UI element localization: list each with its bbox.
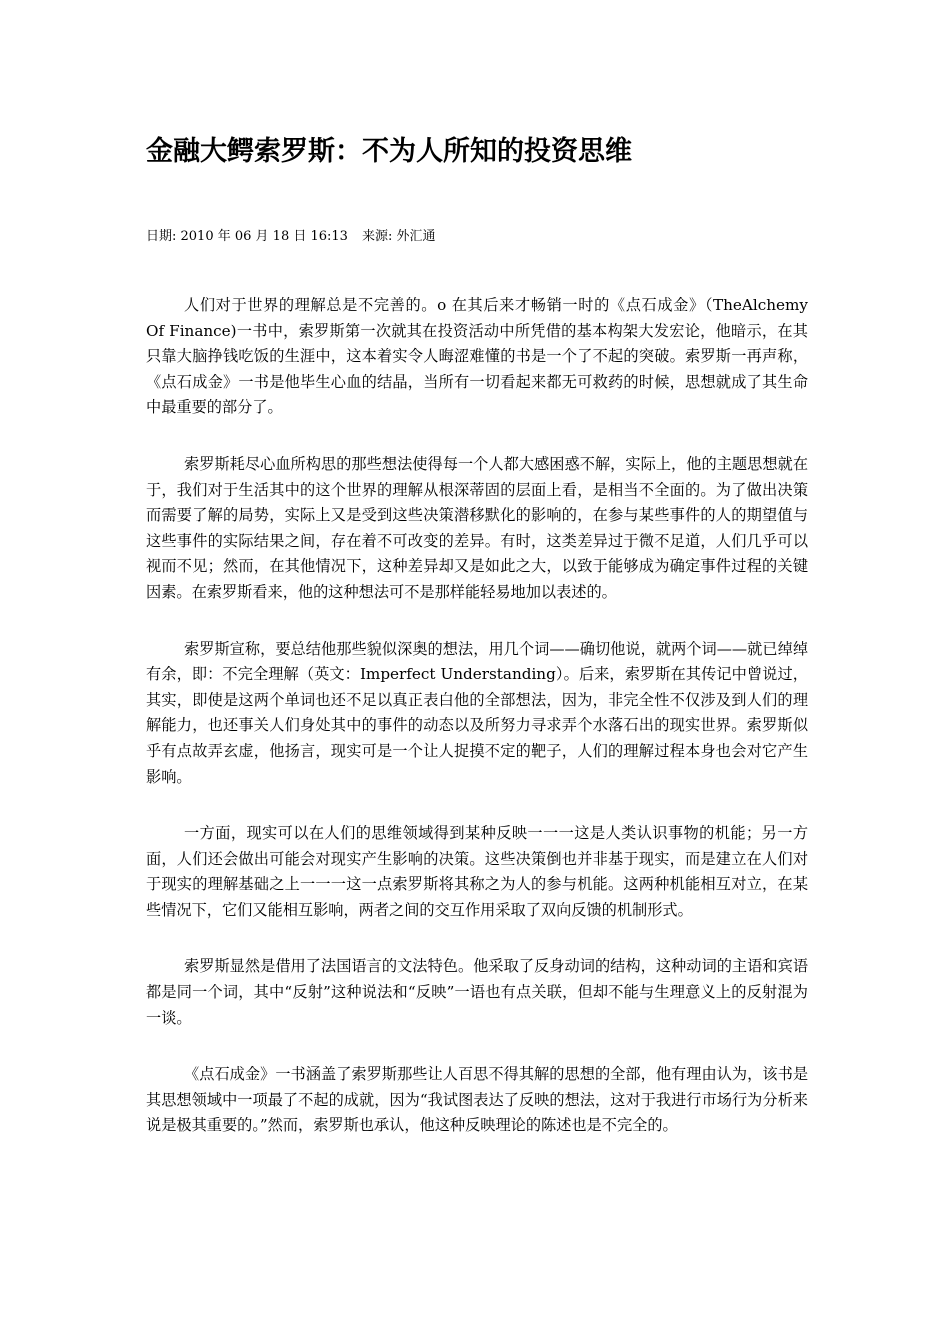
article-date: 日期: 2010 年 06 月 18 日 16:13 xyxy=(146,229,348,244)
article-body xyxy=(146,293,808,1170)
paragraph: 索罗斯耗尽心血所构思的那些想法使得每一个人都大感困惑不解，实际上，他的主题思想就在于，我们对于生活其中的这个世界的理解从根深蒂固的层面上看，是相当不全面的。为了做出决策而需要了解的局势，实际上又是受到这些决策潜移默化的影响的，在参与某些事件的人的期望值与这些事件的实际结果之间，存在着不可改变的差异。有时，这类差异过于微不足道，人们几乎可以视而不见；然而，在其他情况下，这种差异却又是如此之大，以致于能够成为确定事件过程的关键因素。在索罗斯看来，他的这种想法可不是那样能轻易地加以表述的。 xyxy=(146,454,808,601)
paragraph: 索罗斯显然是借用了法国语言的文法特色。他采取了反身动词的结构，这种动词的主语和宾语都是同一个词，其中“反射”这种说法和“反映”一语也有点关联，但却不能与生理意义上的反射混为一谈。 xyxy=(146,957,808,1027)
article-title: 金融大鳄索罗斯：不为人所知的投资思维 xyxy=(146,136,632,167)
paragraph: 人们对于世界的理解总是不完善的。o 在其后来才畅销一时的《点石成金》（TheAlchemy Of Finance)一书中，索罗斯第一次就其在投资活动中所凭借的基本构架大发宏论，他暗示，在其只靠大脑挣钱吃饭的生涯中，这本着实令人晦涩难懂的书是一个了不起的突破。索罗斯一再声称，《点石成金》一书是他毕生心血的结晶，当所有一切看起来都无可救药的时候，思想就成了其生命中最重要的部分了。 xyxy=(146,296,808,417)
article-meta xyxy=(146,227,435,247)
paragraph: 《点石成金》一书涵盖了索罗斯那些让人百思不得其解的思想的全部，他有理由认为，该书是其思想领域中一项最了不起的成就，因为“我试图表达了反映的想法，这对于我进行市场行为分析来说是极其重要的。”然而，索罗斯也承认，他这种反映理论的陈述也是不完全的。 xyxy=(146,1065,808,1135)
paragraph: 索罗斯宣称，要总结他那些貌似深奥的想法，用几个词——确切他说，就两个词——就已绰绰有余，即：不完全理解（英文：Imperfect Understanding）。后来，索罗斯在其传记中曾说过，其实，即使是这两个单词也还不足以真正表白他的全部想法，因为，非完全性不仅涉及到人们的理解能力，也还事关人们身处其中的事件的动态以及所努力寻求弄个水落石出的现实世界。索罗斯似乎有点故弄玄虚，他扬言，现实可是一个让人捉摸不定的靶子，人们的理解过程本身也会对它产生影响。 xyxy=(146,639,808,786)
paragraph: 一方面，现实可以在人们的思维领域得到某种反映一一一这是人类认识事物的机能；另一方面，人们还会做出可能会对现实产生影响的决策。这些决策倒也并非基于现实，而是建立在人们对于现实的理解基础之上一一一这一点索罗斯将其称之为人的参与机能。这两种机能相互对立，在某些情况下，它们又能相互影响，两者之间的交互作用采取了双向反馈的机制形式。 xyxy=(146,824,808,919)
article-source: 来源: 外汇通 xyxy=(361,229,436,244)
